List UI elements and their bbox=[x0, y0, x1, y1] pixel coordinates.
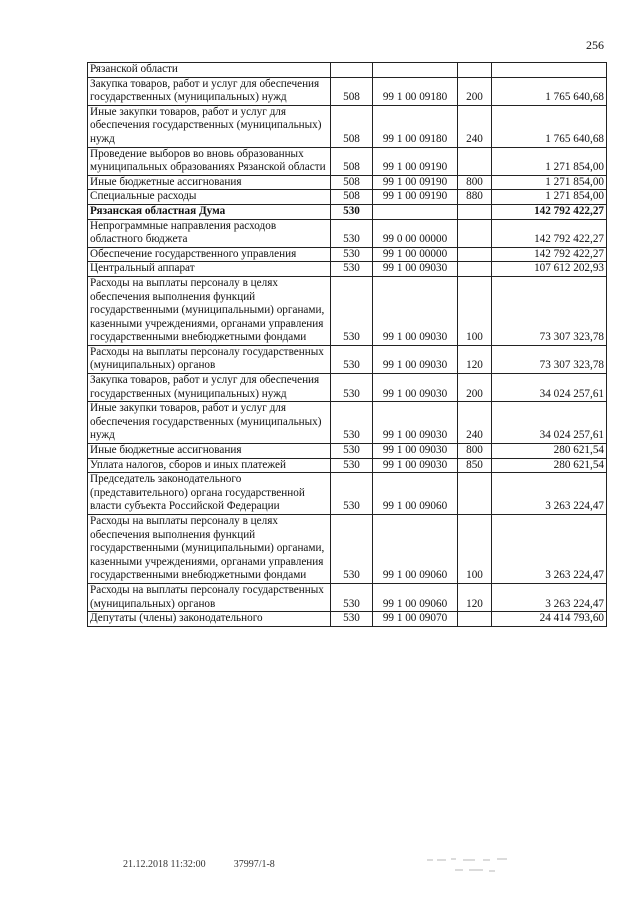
cell-name: Центральный аппарат bbox=[88, 262, 331, 277]
cell-sum: 142 792 422,27 bbox=[492, 204, 607, 219]
cell-ved: 530 bbox=[331, 276, 373, 345]
cell-name: Специальные расходы bbox=[88, 190, 331, 205]
cell-sum bbox=[492, 63, 607, 78]
cell-vr bbox=[458, 612, 492, 627]
cell-csr: 99 1 00 09030 bbox=[373, 276, 458, 345]
cell-name: Иные закупки товаров, работ и услуг для обеспечения государственных (муниципальных) нужд bbox=[88, 402, 331, 444]
cell-ved: 530 bbox=[331, 515, 373, 584]
cell-csr: 99 1 00 09060 bbox=[373, 473, 458, 515]
footer-doc-number: 37997/1-8 bbox=[233, 859, 275, 870]
cell-sum: 3 263 224,47 bbox=[492, 473, 607, 515]
cell-vr: 100 bbox=[458, 276, 492, 345]
cell-vr bbox=[458, 219, 492, 247]
cell-sum: 3 263 224,47 bbox=[492, 583, 607, 611]
cell-csr: 99 1 00 09030 bbox=[373, 374, 458, 402]
table-row bbox=[88, 612, 607, 627]
cell-csr: 99 1 00 09180 bbox=[373, 105, 458, 147]
cell-name: Иные бюджетные ассигнования bbox=[88, 444, 331, 459]
cell-csr: 99 1 00 09030 bbox=[373, 345, 458, 373]
cell-name: Иные бюджетные ассигнования bbox=[88, 175, 331, 190]
cell-name: Проведение выборов во вновь образованных муниципальных образованиях Рязанской области bbox=[88, 147, 331, 175]
cell-csr: 99 1 00 09060 bbox=[373, 515, 458, 584]
cell-ved: 530 bbox=[331, 262, 373, 277]
cell-sum: 1 765 640,68 bbox=[492, 77, 607, 105]
table-row bbox=[88, 190, 607, 205]
cell-sum: 142 792 422,27 bbox=[492, 219, 607, 247]
cell-ved bbox=[331, 63, 373, 78]
cell-ved: 530 bbox=[331, 345, 373, 373]
table-row bbox=[88, 345, 607, 373]
table-row bbox=[88, 402, 607, 444]
table-row bbox=[88, 247, 607, 262]
cell-name: Председатель законодательного (представительного) органа государственной власти субъекта Российской Федерации bbox=[88, 473, 331, 515]
cell-sum: 73 307 323,78 bbox=[492, 276, 607, 345]
cell-ved: 530 bbox=[331, 374, 373, 402]
budget-table-body bbox=[88, 63, 607, 627]
cell-vr: 100 bbox=[458, 515, 492, 584]
cell-ved: 508 bbox=[331, 190, 373, 205]
cell-ved: 530 bbox=[331, 247, 373, 262]
cell-name: Обеспечение государственного управления bbox=[88, 247, 331, 262]
cell-vr: 240 bbox=[458, 105, 492, 147]
cell-ved: 530 bbox=[331, 583, 373, 611]
cell-vr bbox=[458, 204, 492, 219]
cell-name: Расходы на выплаты персоналу государственных (муниципальных) органов bbox=[88, 583, 331, 611]
cell-vr: 120 bbox=[458, 583, 492, 611]
cell-csr: 99 1 00 09060 bbox=[373, 583, 458, 611]
cell-name: Расходы на выплаты персоналу в целях обеспечения выполнения функций государственными (муниципальными) органами, казенными учреждениями, органами управления государственными внебюджетными фондами bbox=[88, 515, 331, 584]
cell-ved: 530 bbox=[331, 444, 373, 459]
cell-sum: 142 792 422,27 bbox=[492, 247, 607, 262]
cell-csr: 99 1 00 09070 bbox=[373, 612, 458, 627]
cell-name: Расходы на выплаты персоналу государственных (муниципальных) органов bbox=[88, 345, 331, 373]
cell-sum: 280 621,54 bbox=[492, 444, 607, 459]
cell-sum: 24 414 793,60 bbox=[492, 612, 607, 627]
cell-vr bbox=[458, 247, 492, 262]
cell-csr: 99 1 00 09190 bbox=[373, 190, 458, 205]
table-row bbox=[88, 444, 607, 459]
footer-timestamp: 21.12.2018 11:32:00 bbox=[123, 859, 206, 870]
cell-name: Иные закупки товаров, работ и услуг для обеспечения государственных (муниципальных) нужд bbox=[88, 105, 331, 147]
cell-vr bbox=[458, 63, 492, 78]
cell-vr: 800 bbox=[458, 175, 492, 190]
cell-csr bbox=[373, 63, 458, 78]
footer bbox=[123, 859, 275, 870]
cell-csr: 99 1 00 09030 bbox=[373, 262, 458, 277]
cell-vr bbox=[458, 147, 492, 175]
cell-name: Закупка товаров, работ и услуг для обеспечения государственных (муниципальных) нужд bbox=[88, 374, 331, 402]
table-row bbox=[88, 219, 607, 247]
cell-vr: 800 bbox=[458, 444, 492, 459]
cell-csr: 99 1 00 09030 bbox=[373, 458, 458, 473]
cell-name: Депутаты (члены) законодательного bbox=[88, 612, 331, 627]
cell-name: Рязанской области bbox=[88, 63, 331, 78]
cell-sum: 34 024 257,61 bbox=[492, 402, 607, 444]
cell-name: Расходы на выплаты персоналу в целях обеспечения выполнения функций государственными (муниципальными) органами, казенными учреждениями, органами управления государственными внебюджетными фондами bbox=[88, 276, 331, 345]
cell-vr: 200 bbox=[458, 374, 492, 402]
table-row bbox=[88, 583, 607, 611]
cell-csr: 99 1 00 09190 bbox=[373, 175, 458, 190]
cell-ved: 508 bbox=[331, 105, 373, 147]
cell-sum: 1 271 854,00 bbox=[492, 190, 607, 205]
cell-name: Непрограммные направления расходов областного бюджета bbox=[88, 219, 331, 247]
cell-csr: 99 1 00 09030 bbox=[373, 444, 458, 459]
budget-table bbox=[87, 62, 607, 627]
cell-sum: 3 263 224,47 bbox=[492, 515, 607, 584]
table-row bbox=[88, 63, 607, 78]
cell-ved: 530 bbox=[331, 204, 373, 219]
table-row bbox=[88, 458, 607, 473]
table-row bbox=[88, 77, 607, 105]
cell-vr: 200 bbox=[458, 77, 492, 105]
table-row bbox=[88, 105, 607, 147]
cell-name: Рязанская областная Дума bbox=[88, 204, 331, 219]
cell-csr: 99 1 00 09030 bbox=[373, 402, 458, 444]
cell-ved: 530 bbox=[331, 458, 373, 473]
table-row bbox=[88, 175, 607, 190]
table-row bbox=[88, 276, 607, 345]
cell-ved: 530 bbox=[331, 402, 373, 444]
cell-csr: 99 1 00 09180 bbox=[373, 77, 458, 105]
table-row bbox=[88, 374, 607, 402]
table-row bbox=[88, 204, 607, 219]
cell-ved: 508 bbox=[331, 175, 373, 190]
cell-vr: 880 bbox=[458, 190, 492, 205]
cell-ved: 530 bbox=[331, 612, 373, 627]
cell-sum: 107 612 202,93 bbox=[492, 262, 607, 277]
table-row bbox=[88, 147, 607, 175]
cell-name: Уплата налогов, сборов и иных платежей bbox=[88, 458, 331, 473]
cell-vr: 850 bbox=[458, 458, 492, 473]
cell-name: Закупка товаров, работ и услуг для обеспечения государственных (муниципальных) нужд bbox=[88, 77, 331, 105]
cell-ved: 530 bbox=[331, 219, 373, 247]
cell-vr: 240 bbox=[458, 402, 492, 444]
cell-vr: 120 bbox=[458, 345, 492, 373]
cell-vr bbox=[458, 473, 492, 515]
cell-csr: 99 0 00 00000 bbox=[373, 219, 458, 247]
table-row bbox=[88, 515, 607, 584]
cell-vr bbox=[458, 262, 492, 277]
cell-csr: 99 1 00 00000 bbox=[373, 247, 458, 262]
cell-sum: 34 024 257,61 bbox=[492, 374, 607, 402]
cell-sum: 1 271 854,00 bbox=[492, 147, 607, 175]
table-row bbox=[88, 473, 607, 515]
cell-ved: 530 bbox=[331, 473, 373, 515]
cell-ved: 508 bbox=[331, 77, 373, 105]
cell-sum: 1 765 640,68 bbox=[492, 105, 607, 147]
table-row bbox=[88, 262, 607, 277]
cell-sum: 73 307 323,78 bbox=[492, 345, 607, 373]
cell-csr: 99 1 00 09190 bbox=[373, 147, 458, 175]
cell-sum: 280 621,54 bbox=[492, 458, 607, 473]
page-number: 256 bbox=[586, 38, 604, 52]
cell-csr bbox=[373, 204, 458, 219]
faint-stamp-mark bbox=[425, 855, 535, 879]
cell-ved: 508 bbox=[331, 147, 373, 175]
cell-sum: 1 271 854,00 bbox=[492, 175, 607, 190]
